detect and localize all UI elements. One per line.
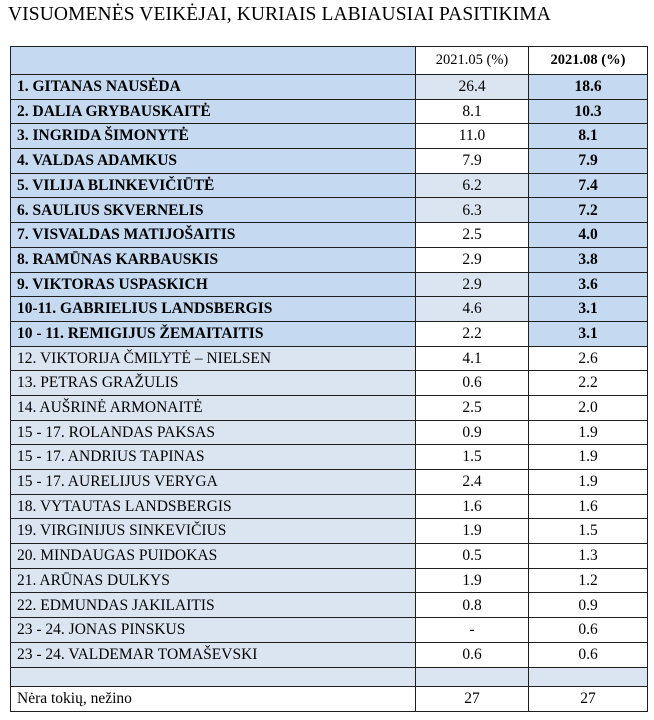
spacer-cell	[529, 667, 648, 686]
person-name-cell: 15 - 17. AURELIJUS VERYGA	[11, 470, 416, 495]
table-row	[11, 642, 648, 667]
value-2021-08-cell: 1.3	[529, 544, 648, 569]
table-row	[11, 173, 648, 198]
value-2021-08-cell: 2.6	[529, 346, 648, 371]
value-2021-05-cell: 8.1	[416, 99, 529, 124]
person-name-cell: 20. MINDAUGAS PUIDOKAS	[11, 544, 416, 569]
value-2021-08-cell: 18.6	[529, 75, 648, 100]
person-name-cell: 15 - 17. ROLANDAS PAKSAS	[11, 420, 416, 445]
value-2021-08-cell: 1.9	[529, 470, 648, 495]
value-2021-05-cell: 2.5	[416, 223, 529, 248]
person-name-cell: 10-11. GABRIELIUS LANDSBERGIS	[11, 297, 416, 322]
table-spacer-row	[11, 667, 648, 686]
table-row	[11, 445, 648, 470]
person-name-cell: 15 - 17. ANDRIUS TAPINAS	[11, 445, 416, 470]
value-2021-05-cell: 2.9	[416, 272, 529, 297]
table-row	[11, 568, 648, 593]
value-2021-08-cell: 10.3	[529, 99, 648, 124]
value-2021-08-cell: 1.9	[529, 445, 648, 470]
value-2021-08-cell: 7.9	[529, 149, 648, 174]
table-row	[11, 297, 648, 322]
value-2021-08-cell: 0.6	[529, 618, 648, 643]
value-2021-05-cell: 0.8	[416, 593, 529, 618]
person-name-cell: 7. VISVALDAS MATIJOŠAITIS	[11, 223, 416, 248]
table-row	[11, 321, 648, 346]
value-2021-05-cell: 1.9	[416, 568, 529, 593]
table-row	[11, 618, 648, 643]
value-2021-05-cell: 2.2	[416, 321, 529, 346]
header-empty-cell	[11, 47, 416, 75]
value-2021-05-cell: 6.2	[416, 173, 529, 198]
table-row	[11, 346, 648, 371]
person-name-cell: 13. PETRAS GRAŽULIS	[11, 371, 416, 396]
person-name-cell: 12. VIKTORIJA ČMILYTĖ – NIELSEN	[11, 346, 416, 371]
table-row	[11, 198, 648, 223]
value-2021-05-cell: 1.9	[416, 519, 529, 544]
table-header-row	[11, 47, 648, 75]
person-name-cell: 1. GITANAS NAUSĖDA	[11, 75, 416, 100]
value-2021-08-cell: 3.1	[529, 321, 648, 346]
page-title: VISUOMENĖS VEIKĖJAI, KURIAIS LABIAUSIAI PASITIKIMA	[8, 4, 551, 25]
table-row	[11, 272, 648, 297]
table-row	[11, 371, 648, 396]
table-row	[11, 519, 648, 544]
table-row	[11, 593, 648, 618]
value-2021-05-cell: 4.6	[416, 297, 529, 322]
value-2021-08-cell: 3.6	[529, 272, 648, 297]
value-2021-05-cell: 0.6	[416, 371, 529, 396]
person-name-cell: 8. RAMŪNAS KARBAUSKIS	[11, 247, 416, 272]
value-2021-05-cell: 26.4	[416, 75, 529, 100]
value-2021-05-cell: 2.5	[416, 395, 529, 420]
value-2021-08-cell: 2.0	[529, 395, 648, 420]
person-name-cell: 14. AUŠRINĖ ARMONAITĖ	[11, 395, 416, 420]
person-name-cell: 10 - 11. REMIGIJUS ŽEMAITAITIS	[11, 321, 416, 346]
person-name-cell: 18. VYTAUTAS LANDSBERGIS	[11, 494, 416, 519]
table-row	[11, 420, 648, 445]
person-name-cell: 4. VALDAS ADAMKUS	[11, 149, 416, 174]
value-2021-05-cell: 0.5	[416, 544, 529, 569]
table-row	[11, 75, 648, 100]
value-2021-08-cell: 8.1	[529, 124, 648, 149]
value-2021-08-cell: 1.2	[529, 568, 648, 593]
value-2021-05-cell: -	[416, 618, 529, 643]
person-name-cell: 6. SAULIUS SKVERNELIS	[11, 198, 416, 223]
person-name-cell: 5. VILIJA BLINKEVIČIŪTĖ	[11, 173, 416, 198]
spacer-cell	[416, 667, 529, 686]
value-2021-05-cell: 1.6	[416, 494, 529, 519]
value-2021-05-cell: 2.9	[416, 247, 529, 272]
table-row	[11, 247, 648, 272]
header-2021-05: 2021.05 (%)	[416, 47, 529, 75]
table-footer-row	[11, 686, 648, 711]
value-2021-08-cell: 7.2	[529, 198, 648, 223]
person-name-cell: 22. EDMUNDAS JAKILAITIS	[11, 593, 416, 618]
value-2021-08-cell: 1.6	[529, 494, 648, 519]
table-row	[11, 99, 648, 124]
table-row	[11, 149, 648, 174]
trust-table	[10, 46, 648, 712]
person-name-cell: 21. ARŪNAS DULKYS	[11, 568, 416, 593]
value-2021-05-cell: 0.9	[416, 420, 529, 445]
person-name-cell: 3. INGRIDA ŠIMONYTĖ	[11, 124, 416, 149]
value-2021-08-cell: 1.9	[529, 420, 648, 445]
person-name-cell: 23 - 24. VALDEMAR TOMAŠEVSKI	[11, 642, 416, 667]
header-2021-08: 2021.08 (%)	[529, 47, 648, 75]
table-row	[11, 223, 648, 248]
value-2021-08-cell: 7.4	[529, 173, 648, 198]
value-2021-05-cell: 4.1	[416, 346, 529, 371]
value-2021-05-cell: 11.0	[416, 124, 529, 149]
person-name-cell: 9. VIKTORAS USPASKICH	[11, 272, 416, 297]
value-2021-05-cell: 0.6	[416, 642, 529, 667]
footer-label-cell: Nėra tokių, nežino	[11, 686, 416, 711]
person-name-cell: 23 - 24. JONAS PINSKUS	[11, 618, 416, 643]
value-2021-05-cell: 6.3	[416, 198, 529, 223]
spacer-cell	[11, 667, 416, 686]
value-2021-08-cell: 2.2	[529, 371, 648, 396]
table-row	[11, 544, 648, 569]
value-2021-08-cell: 1.5	[529, 519, 648, 544]
person-name-cell: 19. VIRGINIJUS SINKEVIČIUS	[11, 519, 416, 544]
value-2021-08-cell: 0.6	[529, 642, 648, 667]
person-name-cell: 2. DALIA GRYBAUSKAITĖ	[11, 99, 416, 124]
value-2021-08-cell: 4.0	[529, 223, 648, 248]
value-2021-05-cell: 1.5	[416, 445, 529, 470]
value-2021-05-cell: 7.9	[416, 149, 529, 174]
table-row	[11, 395, 648, 420]
table-row	[11, 124, 648, 149]
footer-value-2021-08-cell: 27	[529, 686, 648, 711]
footer-value-2021-05-cell: 27	[416, 686, 529, 711]
table-row	[11, 470, 648, 495]
value-2021-05-cell: 2.4	[416, 470, 529, 495]
value-2021-08-cell: 0.9	[529, 593, 648, 618]
value-2021-08-cell: 3.8	[529, 247, 648, 272]
table-row	[11, 494, 648, 519]
value-2021-08-cell: 3.1	[529, 297, 648, 322]
